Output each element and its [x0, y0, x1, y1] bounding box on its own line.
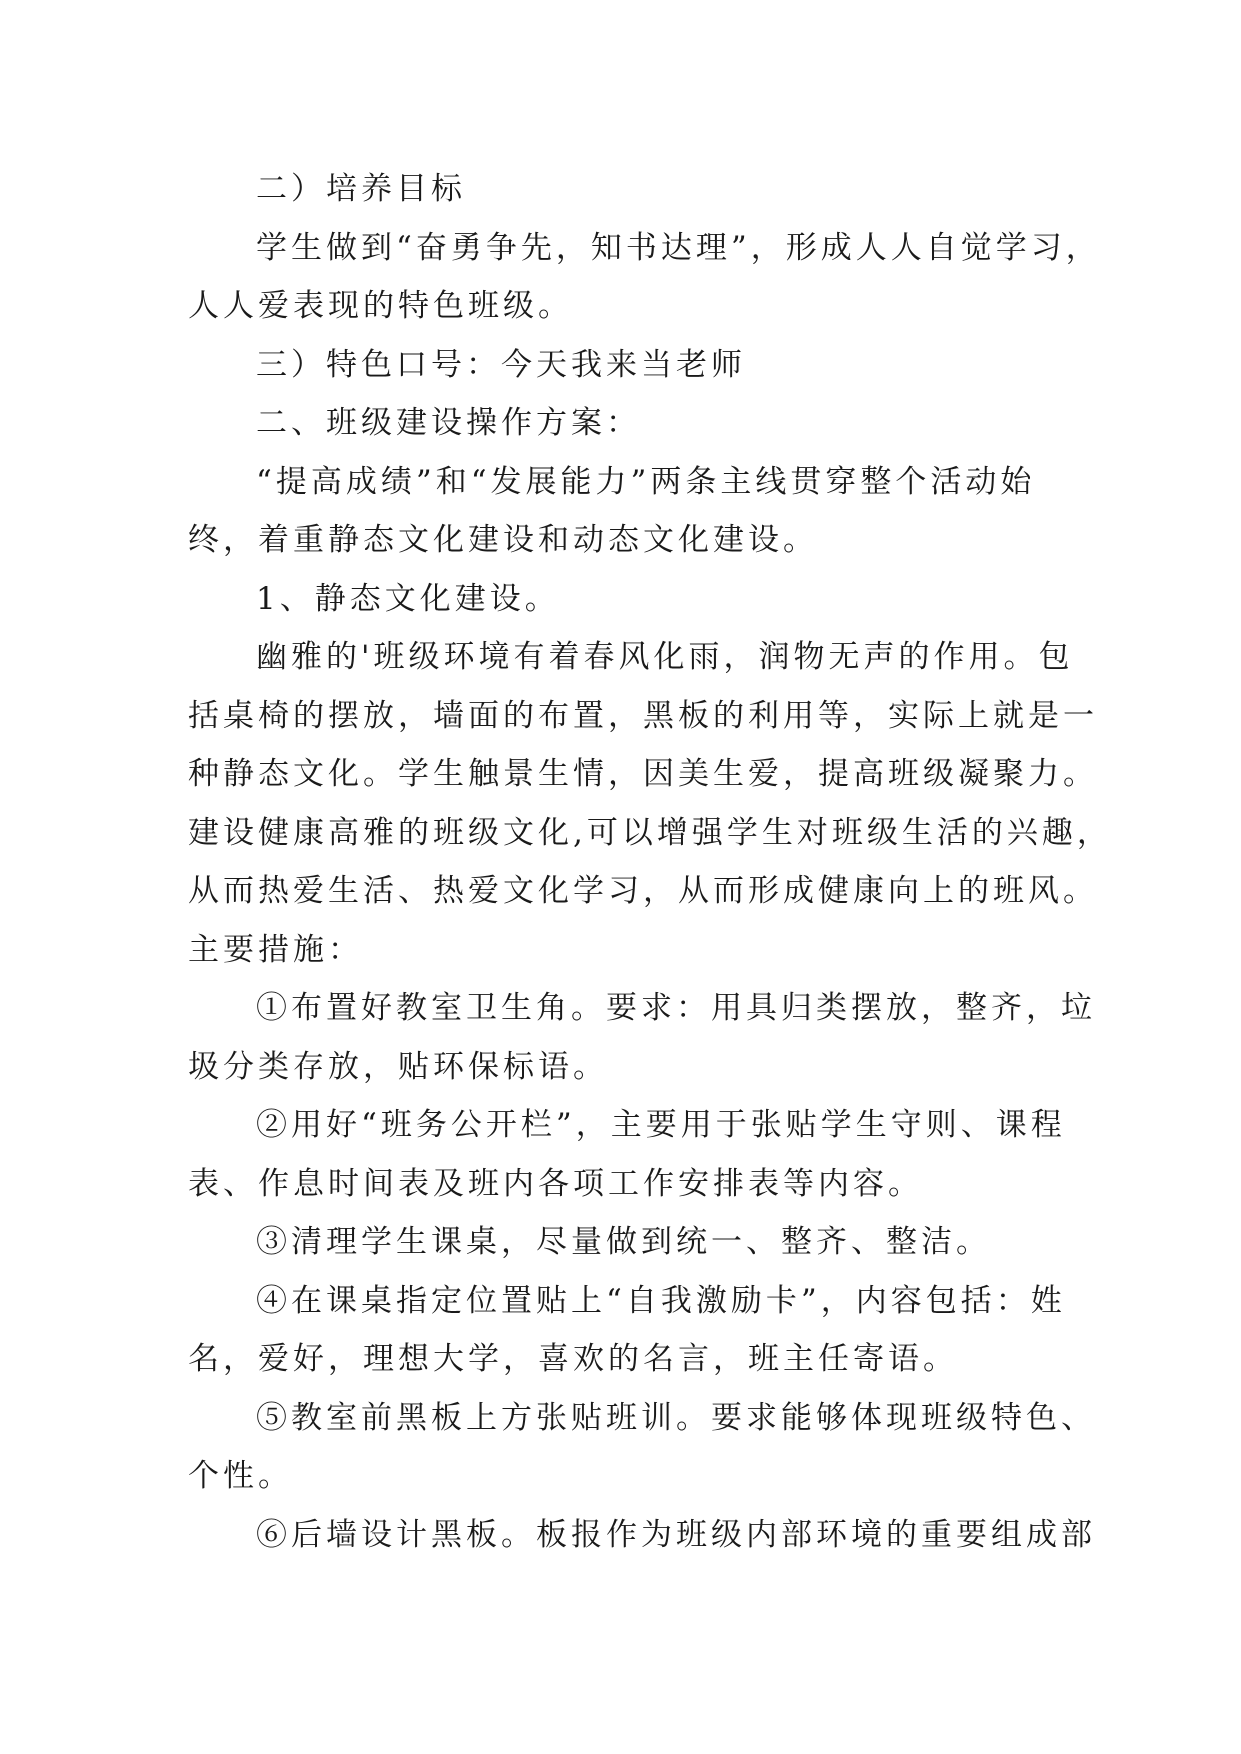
paragraph-line: 终，着重静态文化建设和动态文化建设。 [188, 522, 818, 558]
list-item: ③清理学生课桌，尽量做到统一、整齐、整洁。 [256, 1224, 991, 1260]
list-item: ④在课桌指定位置贴上“自我激励卡”，内容包括：姓 [256, 1282, 1066, 1319]
paragraph-line: 人人爱表现的特色班级。 [188, 288, 573, 324]
paragraph-line: 种静态文化。学生触景生情，因美生爱，提高班级凝聚力。 [188, 756, 1098, 792]
paragraph-line: 表、作息时间表及班内各项工作安排表等内容。 [188, 1165, 923, 1202]
paragraph-line: 从而热爱生活、热爱文化学习，从而形成健康向上的班风。 [188, 873, 1098, 909]
heading-slogan: 三）特色口号：今天我来当老师 [256, 346, 746, 383]
list-item: ①布置好教室卫生角。要求：用具归类摆放，整齐，垃 [256, 990, 1096, 1026]
heading-class-plan: 二、班级建设操作方案： [256, 405, 641, 441]
heading-static-culture: 1、静态文化建设。 [256, 580, 560, 617]
paragraph-line: 幽雅的'班级环境有着春风化雨，润物无声的作用。包 [256, 639, 1074, 675]
list-item: ②用好“班务公开栏”，主要用于张贴学生守则、课程 [256, 1107, 1066, 1143]
heading-training-goal: 二）培养目标 [256, 171, 466, 207]
paragraph-line: 学生做到“奋勇争先，知书达理”，形成人人自觉学习， [256, 229, 1101, 266]
paragraph-line: 个性。 [188, 1458, 293, 1494]
paragraph-line: “提高成绩”和“发展能力”两条主线贯穿整个活动始 [256, 463, 1036, 500]
list-item: ⑥后墙设计黑板。板报作为班级内部环境的重要组成部 [256, 1516, 1096, 1553]
paragraph-line: 圾分类存放，贴环保标语。 [188, 1048, 608, 1085]
paragraph-line: 建设健康高雅的班级文化,可以增强学生对班级生活的兴趣， [188, 814, 1112, 851]
paragraph-line: 名，爱好，理想大学，喜欢的名言，班主任寄语。 [188, 1341, 958, 1377]
list-item: ⑤教室前黑板上方张贴班训。要求能够体现班级特色、 [256, 1399, 1096, 1436]
paragraph-line: 括桌椅的摆放，墙面的布置，黑板的利用等，实际上就是一 [188, 697, 1098, 734]
document-body [188, 160, 1112, 1564]
paragraph-line: 主要措施： [188, 931, 363, 968]
